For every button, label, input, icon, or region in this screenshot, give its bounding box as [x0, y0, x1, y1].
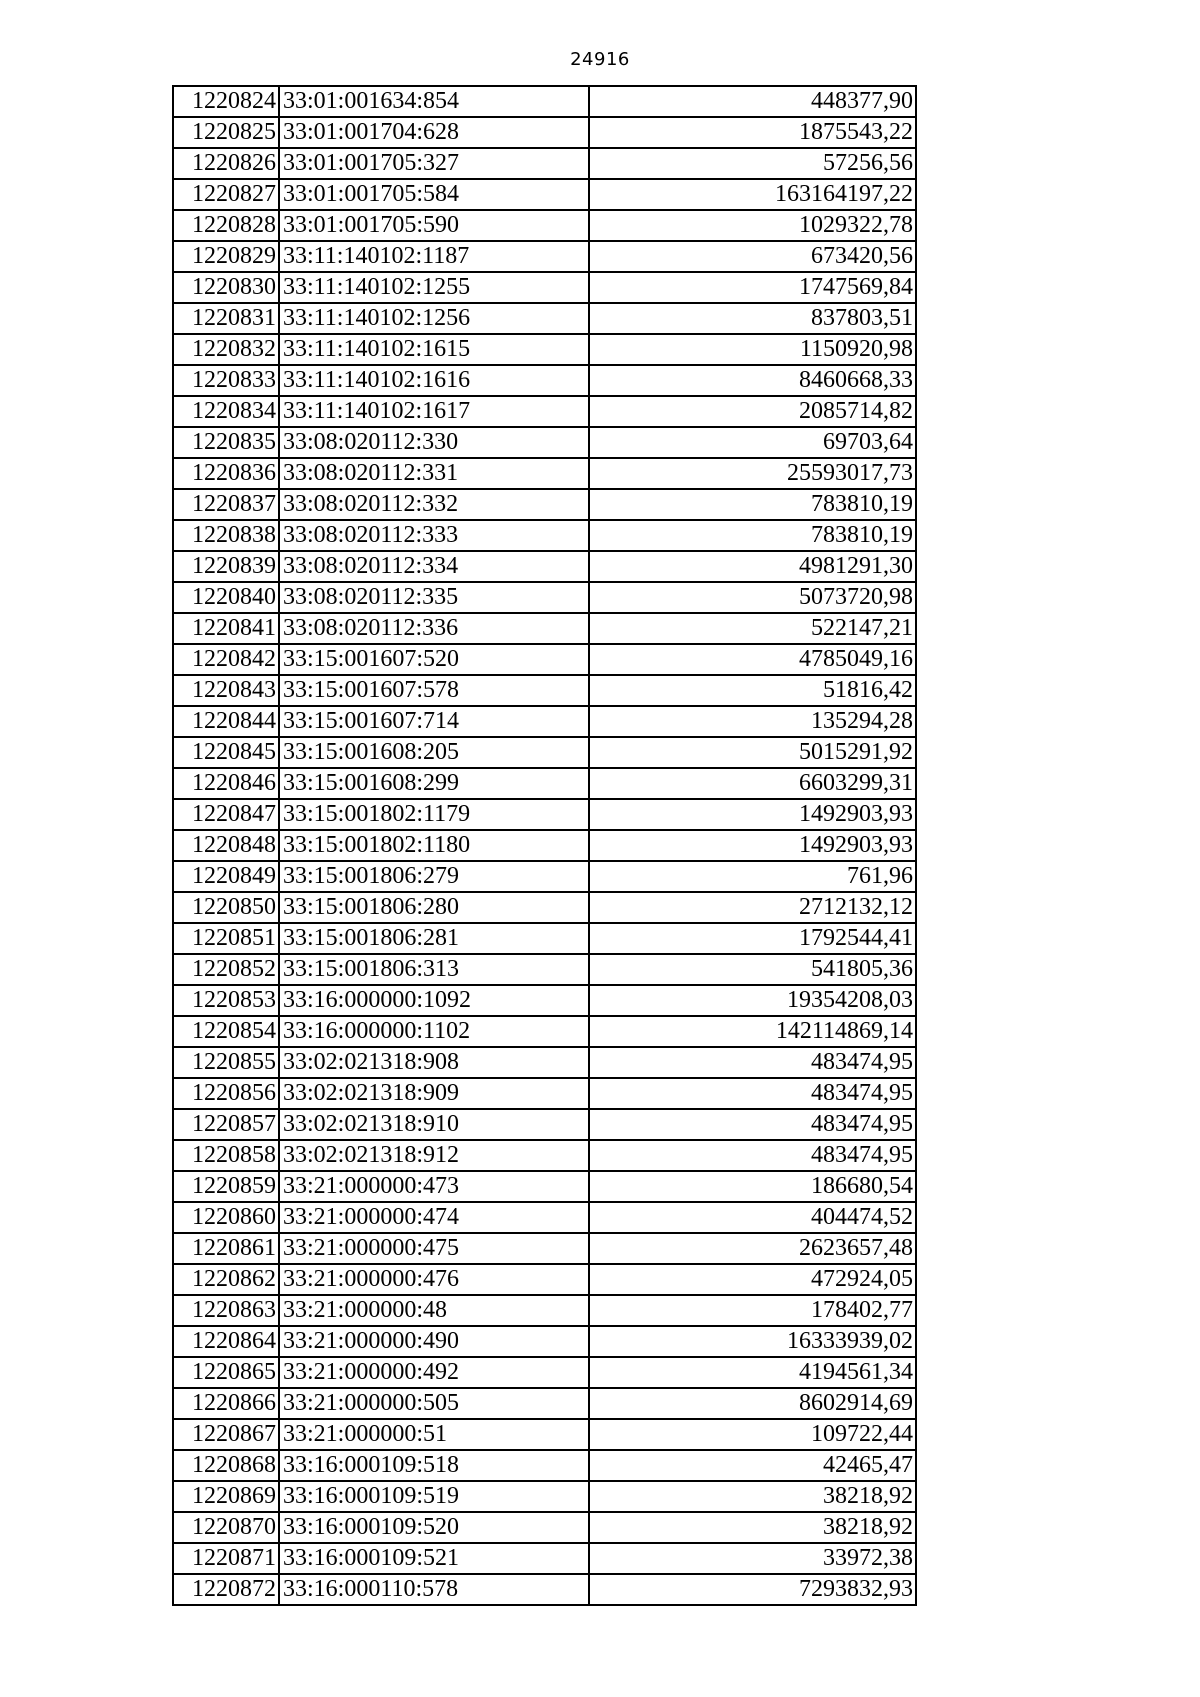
value-cell: 4981291,30 [589, 551, 916, 582]
row-id-cell: 1220830 [173, 272, 279, 303]
value-cell: 5015291,92 [589, 737, 916, 768]
value-cell: 673420,56 [589, 241, 916, 272]
value-cell: 1747569,84 [589, 272, 916, 303]
cadastral-number-cell: 33:16:000109:520 [279, 1512, 589, 1543]
cadastral-number-cell: 33:21:000000:51 [279, 1419, 589, 1450]
table-row [173, 1078, 916, 1109]
row-id-cell: 1220841 [173, 613, 279, 644]
row-id-cell: 1220828 [173, 210, 279, 241]
row-id-cell: 1220831 [173, 303, 279, 334]
table-row [173, 551, 916, 582]
cadastral-number-cell: 33:08:020112:334 [279, 551, 589, 582]
row-id-cell: 1220869 [173, 1481, 279, 1512]
row-id-cell: 1220832 [173, 334, 279, 365]
value-cell: 51816,42 [589, 675, 916, 706]
value-cell: 19354208,03 [589, 985, 916, 1016]
value-cell: 1792544,41 [589, 923, 916, 954]
value-cell: 1150920,98 [589, 334, 916, 365]
table-row [173, 706, 916, 737]
table-row [173, 768, 916, 799]
value-cell: 472924,05 [589, 1264, 916, 1295]
row-id-cell: 1220844 [173, 706, 279, 737]
row-id-cell: 1220861 [173, 1233, 279, 1264]
row-id-cell: 1220864 [173, 1326, 279, 1357]
table-row [173, 892, 916, 923]
row-id-cell: 1220852 [173, 954, 279, 985]
cadastral-number-cell: 33:16:000110:578 [279, 1574, 589, 1605]
table-row [173, 1171, 916, 1202]
table-row [173, 830, 916, 861]
row-id-cell: 1220859 [173, 1171, 279, 1202]
cadastral-number-cell: 33:08:020112:336 [279, 613, 589, 644]
cadastral-number-cell: 33:08:020112:333 [279, 520, 589, 551]
table-row [173, 396, 916, 427]
table-row [173, 210, 916, 241]
cadastral-number-cell: 33:15:001806:279 [279, 861, 589, 892]
cadastral-number-cell: 33:11:140102:1187 [279, 241, 589, 272]
cadastral-number-cell: 33:11:140102:1616 [279, 365, 589, 396]
row-id-cell: 1220863 [173, 1295, 279, 1326]
page-number: 24916 [570, 49, 630, 70]
value-cell: 109722,44 [589, 1419, 916, 1450]
row-id-cell: 1220827 [173, 179, 279, 210]
cadastral-number-cell: 33:15:001806:313 [279, 954, 589, 985]
row-id-cell: 1220855 [173, 1047, 279, 1078]
cadastral-number-cell: 33:15:001608:299 [279, 768, 589, 799]
value-cell: 1492903,93 [589, 830, 916, 861]
table-row [173, 1512, 916, 1543]
row-id-cell: 1220866 [173, 1388, 279, 1419]
row-id-cell: 1220853 [173, 985, 279, 1016]
table-row [173, 520, 916, 551]
row-id-cell: 1220867 [173, 1419, 279, 1450]
row-id-cell: 1220847 [173, 799, 279, 830]
value-cell: 8602914,69 [589, 1388, 916, 1419]
value-cell: 142114869,14 [589, 1016, 916, 1047]
value-cell: 483474,95 [589, 1109, 916, 1140]
row-id-cell: 1220842 [173, 644, 279, 675]
table-row [173, 272, 916, 303]
cadastral-number-cell: 33:11:140102:1617 [279, 396, 589, 427]
table-row [173, 1295, 916, 1326]
value-cell: 541805,36 [589, 954, 916, 985]
value-cell: 6603299,31 [589, 768, 916, 799]
table-row [173, 1419, 916, 1450]
row-id-cell: 1220824 [173, 86, 279, 117]
value-cell: 483474,95 [589, 1047, 916, 1078]
cadastral-number-cell: 33:01:001704:628 [279, 117, 589, 148]
table-row [173, 737, 916, 768]
table-row [173, 985, 916, 1016]
table-row [173, 1140, 916, 1171]
table-row [173, 1357, 916, 1388]
cadastral-number-cell: 33:01:001705:584 [279, 179, 589, 210]
value-cell: 2623657,48 [589, 1233, 916, 1264]
table-row [173, 179, 916, 210]
cadastral-number-cell: 33:15:001802:1179 [279, 799, 589, 830]
cadastral-number-cell: 33:08:020112:330 [279, 427, 589, 458]
row-id-cell: 1220826 [173, 148, 279, 179]
value-cell: 2712132,12 [589, 892, 916, 923]
cadastral-number-cell: 33:08:020112:335 [279, 582, 589, 613]
row-id-cell: 1220858 [173, 1140, 279, 1171]
cadastral-number-cell: 33:02:021318:908 [279, 1047, 589, 1078]
table-row [173, 1233, 916, 1264]
value-cell: 2085714,82 [589, 396, 916, 427]
cadastral-number-cell: 33:16:000109:521 [279, 1543, 589, 1574]
cadastral-number-cell: 33:01:001634:854 [279, 86, 589, 117]
cadastral-number-cell: 33:02:021318:909 [279, 1078, 589, 1109]
table-row [173, 1264, 916, 1295]
table-row [173, 303, 916, 334]
row-id-cell: 1220839 [173, 551, 279, 582]
cadastral-number-cell: 33:21:000000:473 [279, 1171, 589, 1202]
cadastral-number-cell: 33:15:001802:1180 [279, 830, 589, 861]
cadastral-number-cell: 33:21:000000:505 [279, 1388, 589, 1419]
row-id-cell: 1220849 [173, 861, 279, 892]
cadastral-number-cell: 33:01:001705:327 [279, 148, 589, 179]
cadastral-number-cell: 33:08:020112:331 [279, 458, 589, 489]
table-row [173, 861, 916, 892]
cadastral-number-cell: 33:11:140102:1256 [279, 303, 589, 334]
value-cell: 33972,38 [589, 1543, 916, 1574]
row-id-cell: 1220860 [173, 1202, 279, 1233]
cadastral-number-cell: 33:15:001607:714 [279, 706, 589, 737]
table-row [173, 613, 916, 644]
value-cell: 783810,19 [589, 489, 916, 520]
row-id-cell: 1220857 [173, 1109, 279, 1140]
value-cell: 761,96 [589, 861, 916, 892]
value-cell: 483474,95 [589, 1140, 916, 1171]
row-id-cell: 1220848 [173, 830, 279, 861]
value-cell: 783810,19 [589, 520, 916, 551]
value-cell: 448377,90 [589, 86, 916, 117]
table-row [173, 427, 916, 458]
cadastral-number-cell: 33:02:021318:910 [279, 1109, 589, 1140]
table-row [173, 1016, 916, 1047]
value-cell: 1875543,22 [589, 117, 916, 148]
value-cell: 1029322,78 [589, 210, 916, 241]
table-row [173, 1543, 916, 1574]
table-row [173, 675, 916, 706]
table-row [173, 1481, 916, 1512]
value-cell: 4785049,16 [589, 644, 916, 675]
cadastral-number-cell: 33:15:001806:281 [279, 923, 589, 954]
table-row [173, 117, 916, 148]
value-cell: 16333939,02 [589, 1326, 916, 1357]
cadastral-number-cell: 33:16:000109:518 [279, 1450, 589, 1481]
value-cell: 57256,56 [589, 148, 916, 179]
value-cell: 163164197,22 [589, 179, 916, 210]
row-id-cell: 1220850 [173, 892, 279, 923]
cadastral-number-cell: 33:15:001607:578 [279, 675, 589, 706]
cadastral-number-cell: 33:15:001607:520 [279, 644, 589, 675]
table-row [173, 1326, 916, 1357]
table-row [173, 582, 916, 613]
row-id-cell: 1220868 [173, 1450, 279, 1481]
table-body [173, 86, 916, 1605]
table-row [173, 644, 916, 675]
row-id-cell: 1220856 [173, 1078, 279, 1109]
row-id-cell: 1220838 [173, 520, 279, 551]
cadastral-number-cell: 33:21:000000:492 [279, 1357, 589, 1388]
row-id-cell: 1220870 [173, 1512, 279, 1543]
table-row [173, 334, 916, 365]
table-row [173, 148, 916, 179]
value-cell: 522147,21 [589, 613, 916, 644]
row-id-cell: 1220851 [173, 923, 279, 954]
table-row [173, 241, 916, 272]
table-row [173, 1388, 916, 1419]
row-id-cell: 1220836 [173, 458, 279, 489]
value-cell: 38218,92 [589, 1512, 916, 1543]
table-row [173, 1574, 916, 1605]
row-id-cell: 1220872 [173, 1574, 279, 1605]
cadastral-number-cell: 33:11:140102:1615 [279, 334, 589, 365]
row-id-cell: 1220825 [173, 117, 279, 148]
cadastral-number-cell: 33:21:000000:474 [279, 1202, 589, 1233]
value-cell: 25593017,73 [589, 458, 916, 489]
table-row [173, 1047, 916, 1078]
cadastral-number-cell: 33:01:001705:590 [279, 210, 589, 241]
value-cell: 38218,92 [589, 1481, 916, 1512]
row-id-cell: 1220854 [173, 1016, 279, 1047]
row-id-cell: 1220846 [173, 768, 279, 799]
cadastral-number-cell: 33:16:000000:1092 [279, 985, 589, 1016]
value-cell: 7293832,93 [589, 1574, 916, 1605]
value-cell: 186680,54 [589, 1171, 916, 1202]
table-row [173, 1450, 916, 1481]
row-id-cell: 1220843 [173, 675, 279, 706]
row-id-cell: 1220833 [173, 365, 279, 396]
row-id-cell: 1220865 [173, 1357, 279, 1388]
cadastral-number-cell: 33:02:021318:912 [279, 1140, 589, 1171]
cadastral-number-cell: 33:21:000000:48 [279, 1295, 589, 1326]
cadastral-number-cell: 33:15:001806:280 [279, 892, 589, 923]
table-row [173, 1202, 916, 1233]
value-cell: 837803,51 [589, 303, 916, 334]
table-row [173, 458, 916, 489]
row-id-cell: 1220871 [173, 1543, 279, 1574]
cadastral-number-cell: 33:21:000000:476 [279, 1264, 589, 1295]
row-id-cell: 1220862 [173, 1264, 279, 1295]
cadastral-number-cell: 33:11:140102:1255 [279, 272, 589, 303]
row-id-cell: 1220837 [173, 489, 279, 520]
row-id-cell: 1220840 [173, 582, 279, 613]
row-id-cell: 1220829 [173, 241, 279, 272]
value-cell: 178402,77 [589, 1295, 916, 1326]
cadastral-number-cell: 33:16:000109:519 [279, 1481, 589, 1512]
value-cell: 404474,52 [589, 1202, 916, 1233]
cadastral-number-cell: 33:21:000000:490 [279, 1326, 589, 1357]
cadastral-number-cell: 33:15:001608:205 [279, 737, 589, 768]
row-id-cell: 1220845 [173, 737, 279, 768]
value-cell: 42465,47 [589, 1450, 916, 1481]
table-row [173, 923, 916, 954]
value-cell: 5073720,98 [589, 582, 916, 613]
value-cell: 1492903,93 [589, 799, 916, 830]
row-id-cell: 1220835 [173, 427, 279, 458]
value-cell: 135294,28 [589, 706, 916, 737]
value-cell: 483474,95 [589, 1078, 916, 1109]
table-row [173, 954, 916, 985]
cadastral-number-cell: 33:08:020112:332 [279, 489, 589, 520]
table-row [173, 1109, 916, 1140]
value-cell: 8460668,33 [589, 365, 916, 396]
table-row [173, 489, 916, 520]
cadastral-value-table [172, 85, 917, 1606]
value-cell: 4194561,34 [589, 1357, 916, 1388]
cadastral-number-cell: 33:21:000000:475 [279, 1233, 589, 1264]
table-row [173, 799, 916, 830]
table-row [173, 365, 916, 396]
row-id-cell: 1220834 [173, 396, 279, 427]
value-cell: 69703,64 [589, 427, 916, 458]
table-row [173, 86, 916, 117]
cadastral-number-cell: 33:16:000000:1102 [279, 1016, 589, 1047]
